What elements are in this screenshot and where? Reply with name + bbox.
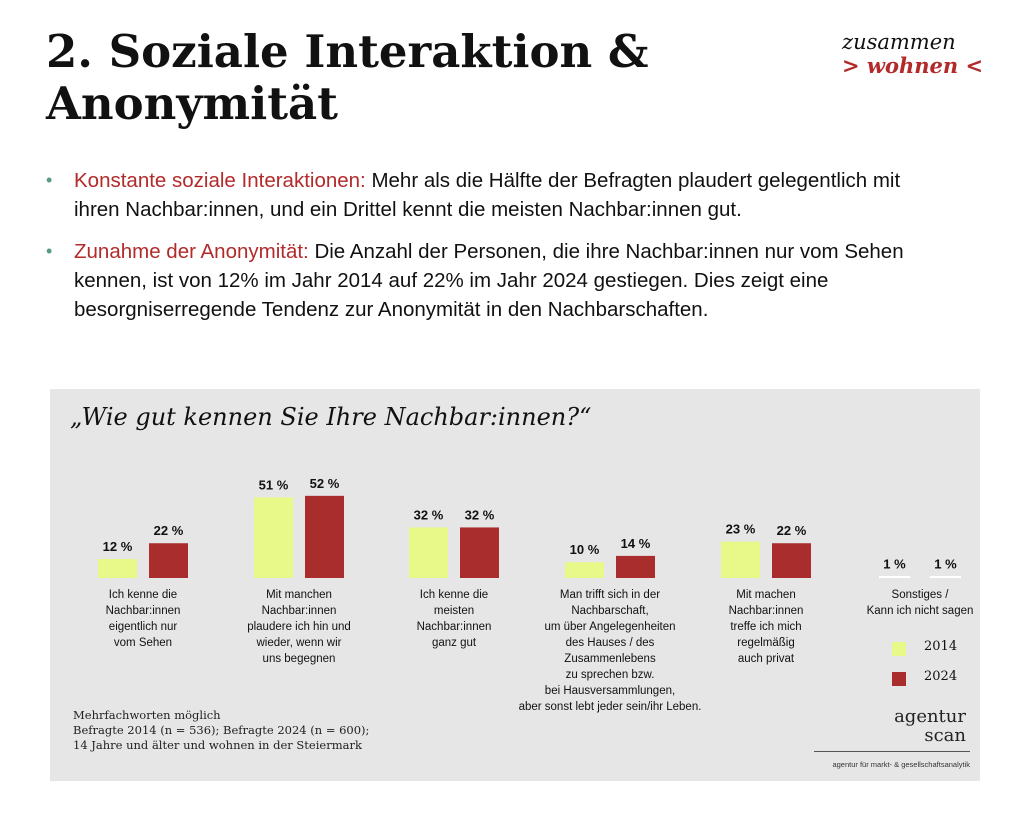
bar-2014-2 bbox=[254, 497, 293, 578]
legend-swatch-2014 bbox=[892, 642, 906, 656]
category-label-line: wieder, wenn wir bbox=[256, 637, 342, 649]
brand-logo bbox=[842, 30, 992, 78]
category-label-line: bei Hausversammlungen, bbox=[544, 685, 676, 697]
category-label-line: Ich kenne die bbox=[419, 589, 489, 601]
legend-label-2024: 2024 bbox=[924, 669, 958, 684]
legend-item-2024 bbox=[892, 669, 982, 689]
bar-2014-1 bbox=[98, 559, 137, 578]
category-label bbox=[500, 587, 720, 715]
page-title: 2. Soziale Interaktion & Anonymität bbox=[46, 25, 649, 130]
bar-2024-2 bbox=[305, 496, 344, 578]
bar-2024-6 bbox=[930, 576, 961, 578]
category-label-line: Sonstiges / bbox=[891, 589, 949, 601]
category-label-line: regelmäßig bbox=[737, 637, 795, 649]
agency-tagline: agentur für markt- & gesellschaftsanalytik bbox=[832, 760, 970, 769]
category-label-line: eigentlich nur bbox=[108, 621, 178, 633]
category-label-line: zu sprechen bzw. bbox=[565, 669, 655, 681]
bullet-item bbox=[44, 237, 944, 324]
chart-panel bbox=[50, 389, 980, 781]
category-label bbox=[845, 587, 995, 619]
data-label: 22 % bbox=[153, 523, 184, 539]
bullet-text: Mehr als die Hälfte der Befragten plaudert gelegentlich mit ihren Nachbar:innen, und ein Drittel kennt die meisten Nachbar:innen gut. bbox=[74, 169, 901, 221]
category-label bbox=[224, 587, 374, 667]
bullet-item bbox=[44, 166, 944, 224]
bullet-heading: Konstante soziale Interaktionen: bbox=[74, 169, 366, 192]
data-label: 14 % bbox=[620, 535, 651, 551]
footnote-line: Befragte 2014 (n = 536); Befragte 2024 (n = 600); bbox=[73, 723, 370, 737]
data-label: 52 % bbox=[309, 475, 340, 491]
category-label-line: des Hauses / des bbox=[565, 637, 655, 649]
agency-line-2: scan bbox=[924, 725, 966, 746]
bar-2024-3 bbox=[460, 527, 499, 578]
category-label-line: Ich kenne die bbox=[108, 589, 178, 601]
category-label bbox=[68, 587, 218, 651]
category-label-line: uns begegnen bbox=[262, 653, 336, 665]
footnote-line: Mehrfachworten möglich bbox=[73, 708, 221, 722]
category-label-line: um über Angelegenheiten bbox=[544, 621, 676, 633]
category-label-line: Zusammenlebens bbox=[564, 653, 656, 665]
data-label: 10 % bbox=[569, 542, 600, 558]
footnote-line: 14 Jahre und älter und wohnen in der Steiermark bbox=[73, 738, 362, 752]
agency-logo bbox=[814, 707, 966, 745]
data-label: 12 % bbox=[102, 539, 133, 555]
data-label: 1 % bbox=[934, 556, 957, 572]
bar-2024-1 bbox=[149, 543, 188, 578]
data-label: 1 % bbox=[883, 556, 906, 572]
category-label-line: Mit manchen bbox=[266, 589, 332, 601]
bar-2014-6 bbox=[879, 576, 910, 578]
data-label: 32 % bbox=[413, 507, 444, 523]
bar-2024-5 bbox=[772, 543, 811, 578]
category-label-line: aber sonst lebt jeder sein/ihr Leben. bbox=[518, 701, 702, 713]
category-label-line: treffe ich mich bbox=[730, 621, 802, 633]
bar-2014-4 bbox=[565, 562, 604, 578]
logo-line-2: > wohnen < bbox=[842, 53, 984, 78]
category-label-line: Kann ich nicht sagen bbox=[866, 605, 974, 617]
data-label: 23 % bbox=[725, 521, 756, 537]
category-label-line: plaudere ich hin und bbox=[247, 621, 351, 633]
category-label-line: Nachbar:innen bbox=[728, 605, 804, 617]
bullet-text: Die Anzahl der Personen, die ihre Nachbar:innen nur vom Sehen kennen, ist von 12% im Jahr 2014 auf 22% im Jahr 2024 gestiegen. Dies zeigt eine besorgniserregende Tendenz zur Anonymität in den Nachbarschaften. bbox=[74, 240, 904, 321]
agency-divider bbox=[814, 751, 970, 752]
chart-title: „Wie gut kennen Sie Ihre Nachbar:innen?“ bbox=[70, 403, 592, 431]
bar-2024-4 bbox=[616, 556, 655, 578]
category-label-line: Nachbar:innen bbox=[261, 605, 337, 617]
logo-line-1: zusammen bbox=[842, 30, 956, 54]
category-label-line: Nachbar:innen bbox=[105, 605, 181, 617]
data-label: 51 % bbox=[258, 477, 289, 493]
category-label bbox=[691, 587, 841, 667]
category-label-line: Man trifft sich in der bbox=[559, 589, 661, 601]
category-label-line: Nachbar:innen bbox=[416, 621, 492, 633]
bar-2014-3 bbox=[409, 527, 448, 578]
category-label-line: meisten bbox=[433, 605, 475, 617]
bar-2014-5 bbox=[721, 542, 760, 578]
legend-item-2014 bbox=[892, 639, 982, 659]
category-label-line: vom Sehen bbox=[113, 637, 173, 649]
category-label-line: Mit machen bbox=[736, 589, 796, 601]
category-label-line: auch privat bbox=[737, 653, 795, 665]
data-label: 32 % bbox=[464, 507, 495, 523]
category-label-line: ganz gut bbox=[431, 637, 477, 649]
chart-footnote bbox=[73, 708, 369, 753]
bullet-heading: Zunahme der Anonymität: bbox=[74, 240, 309, 263]
legend-label-2014: 2014 bbox=[924, 639, 958, 654]
legend-swatch-2024 bbox=[892, 672, 906, 686]
agency-line-1: agentur bbox=[894, 706, 966, 727]
bullet-list bbox=[44, 166, 944, 337]
data-label: 22 % bbox=[776, 523, 807, 539]
category-label-line: Nachbarschaft, bbox=[571, 605, 649, 617]
